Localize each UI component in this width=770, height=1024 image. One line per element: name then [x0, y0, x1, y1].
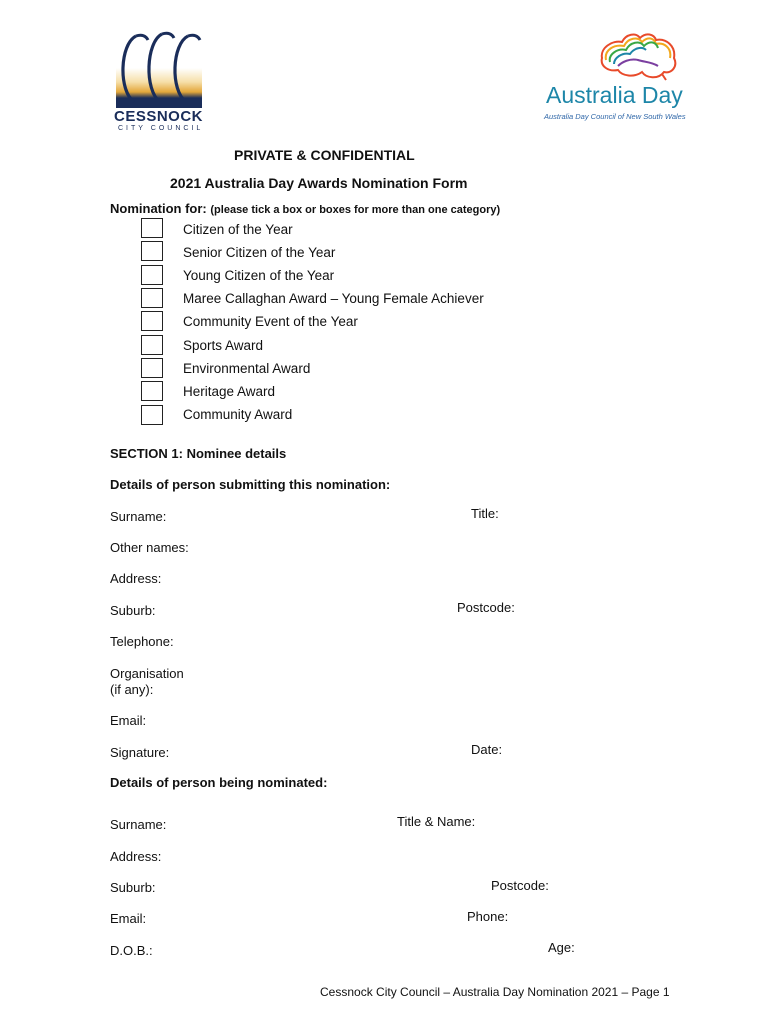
- category-label: Citizen of the Year: [183, 222, 293, 237]
- category-checkbox[interactable]: [141, 218, 163, 238]
- category-checkbox[interactable]: [141, 335, 163, 355]
- nomination-instruction: (please tick a box or boxes for more than one category): [210, 204, 501, 216]
- category-checkbox[interactable]: [141, 405, 163, 425]
- cessnock-logo: [112, 30, 210, 135]
- category-label: Maree Callaghan Award – Young Female Achiever: [183, 291, 484, 306]
- australia-day-title: Australia Day: [546, 82, 683, 108]
- australia-day-logo: [540, 28, 700, 128]
- submitter-telephone-label: Telephone:: [110, 634, 174, 649]
- category-label: Community Event of the Year: [183, 314, 358, 329]
- category-label: Senior Citizen of the Year: [183, 245, 336, 260]
- category-checkbox[interactable]: [141, 311, 163, 331]
- cessnock-logo-subname: CITY COUNCIL: [118, 125, 204, 132]
- section1-heading: SECTION 1: Nominee details: [110, 446, 287, 461]
- submitter-organisation-label-2: (if any):: [110, 682, 154, 697]
- confidential-heading: PRIVATE & CONFIDENTIAL: [234, 147, 415, 163]
- submitter-postcode-label: Postcode:: [457, 600, 515, 615]
- submitter-organisation-label: Organisation: [110, 666, 184, 681]
- category-label: Heritage Award: [183, 384, 276, 399]
- submitter-surname-label: Surname:: [110, 509, 167, 524]
- nominee-title-name-label: Title & Name:: [397, 814, 476, 829]
- nomination-label-row: [110, 201, 500, 216]
- cessnock-logo-name: CESSNOCK: [114, 108, 204, 125]
- nominee-phone-label: Phone:: [467, 909, 509, 924]
- submitter-email-label: Email:: [110, 713, 147, 728]
- category-label: Environmental Award: [183, 361, 311, 376]
- submitter-other-names-label: Other names:: [110, 540, 189, 555]
- submitter-heading: Details of person submitting this nomination:: [110, 477, 391, 492]
- submitter-suburb-label: Suburb:: [110, 603, 156, 618]
- category-checkbox[interactable]: [141, 288, 163, 308]
- australia-day-subtitle: Australia Day Council of New South Wales: [544, 112, 686, 121]
- category-label: Sports Award: [183, 338, 264, 353]
- nomination-label: Nomination for:: [110, 201, 207, 216]
- page-footer: Cessnock City Council – Australia Day Nomination 2021 – Page 1: [320, 985, 670, 999]
- nominee-email-label: Email:: [110, 911, 147, 926]
- form-title: 2021 Australia Day Awards Nomination Form: [170, 175, 468, 191]
- nominee-suburb-label: Suburb:: [110, 880, 156, 895]
- category-checkbox[interactable]: [141, 381, 163, 401]
- australia-map-icon: [582, 28, 692, 84]
- submitter-address-label: Address:: [110, 571, 162, 586]
- category-checkbox[interactable]: [141, 358, 163, 378]
- submitter-title-label: Title:: [471, 506, 499, 521]
- nominee-age-label: Age:: [548, 940, 575, 955]
- nominee-surname-label: Surname:: [110, 817, 167, 832]
- nominee-address-label: Address:: [110, 849, 162, 864]
- nominee-dob-label: D.O.B.:: [110, 943, 153, 958]
- submitter-date-label: Date:: [471, 742, 503, 757]
- category-checkbox[interactable]: [141, 265, 163, 285]
- submitter-signature-label: Signature:: [110, 745, 170, 760]
- category-label: Community Award: [183, 407, 293, 422]
- nominee-heading: Details of person being nominated:: [110, 775, 328, 790]
- category-label: Young Citizen of the Year: [183, 268, 335, 283]
- nominee-postcode-label: Postcode:: [491, 878, 549, 893]
- category-checkbox[interactable]: [141, 241, 163, 261]
